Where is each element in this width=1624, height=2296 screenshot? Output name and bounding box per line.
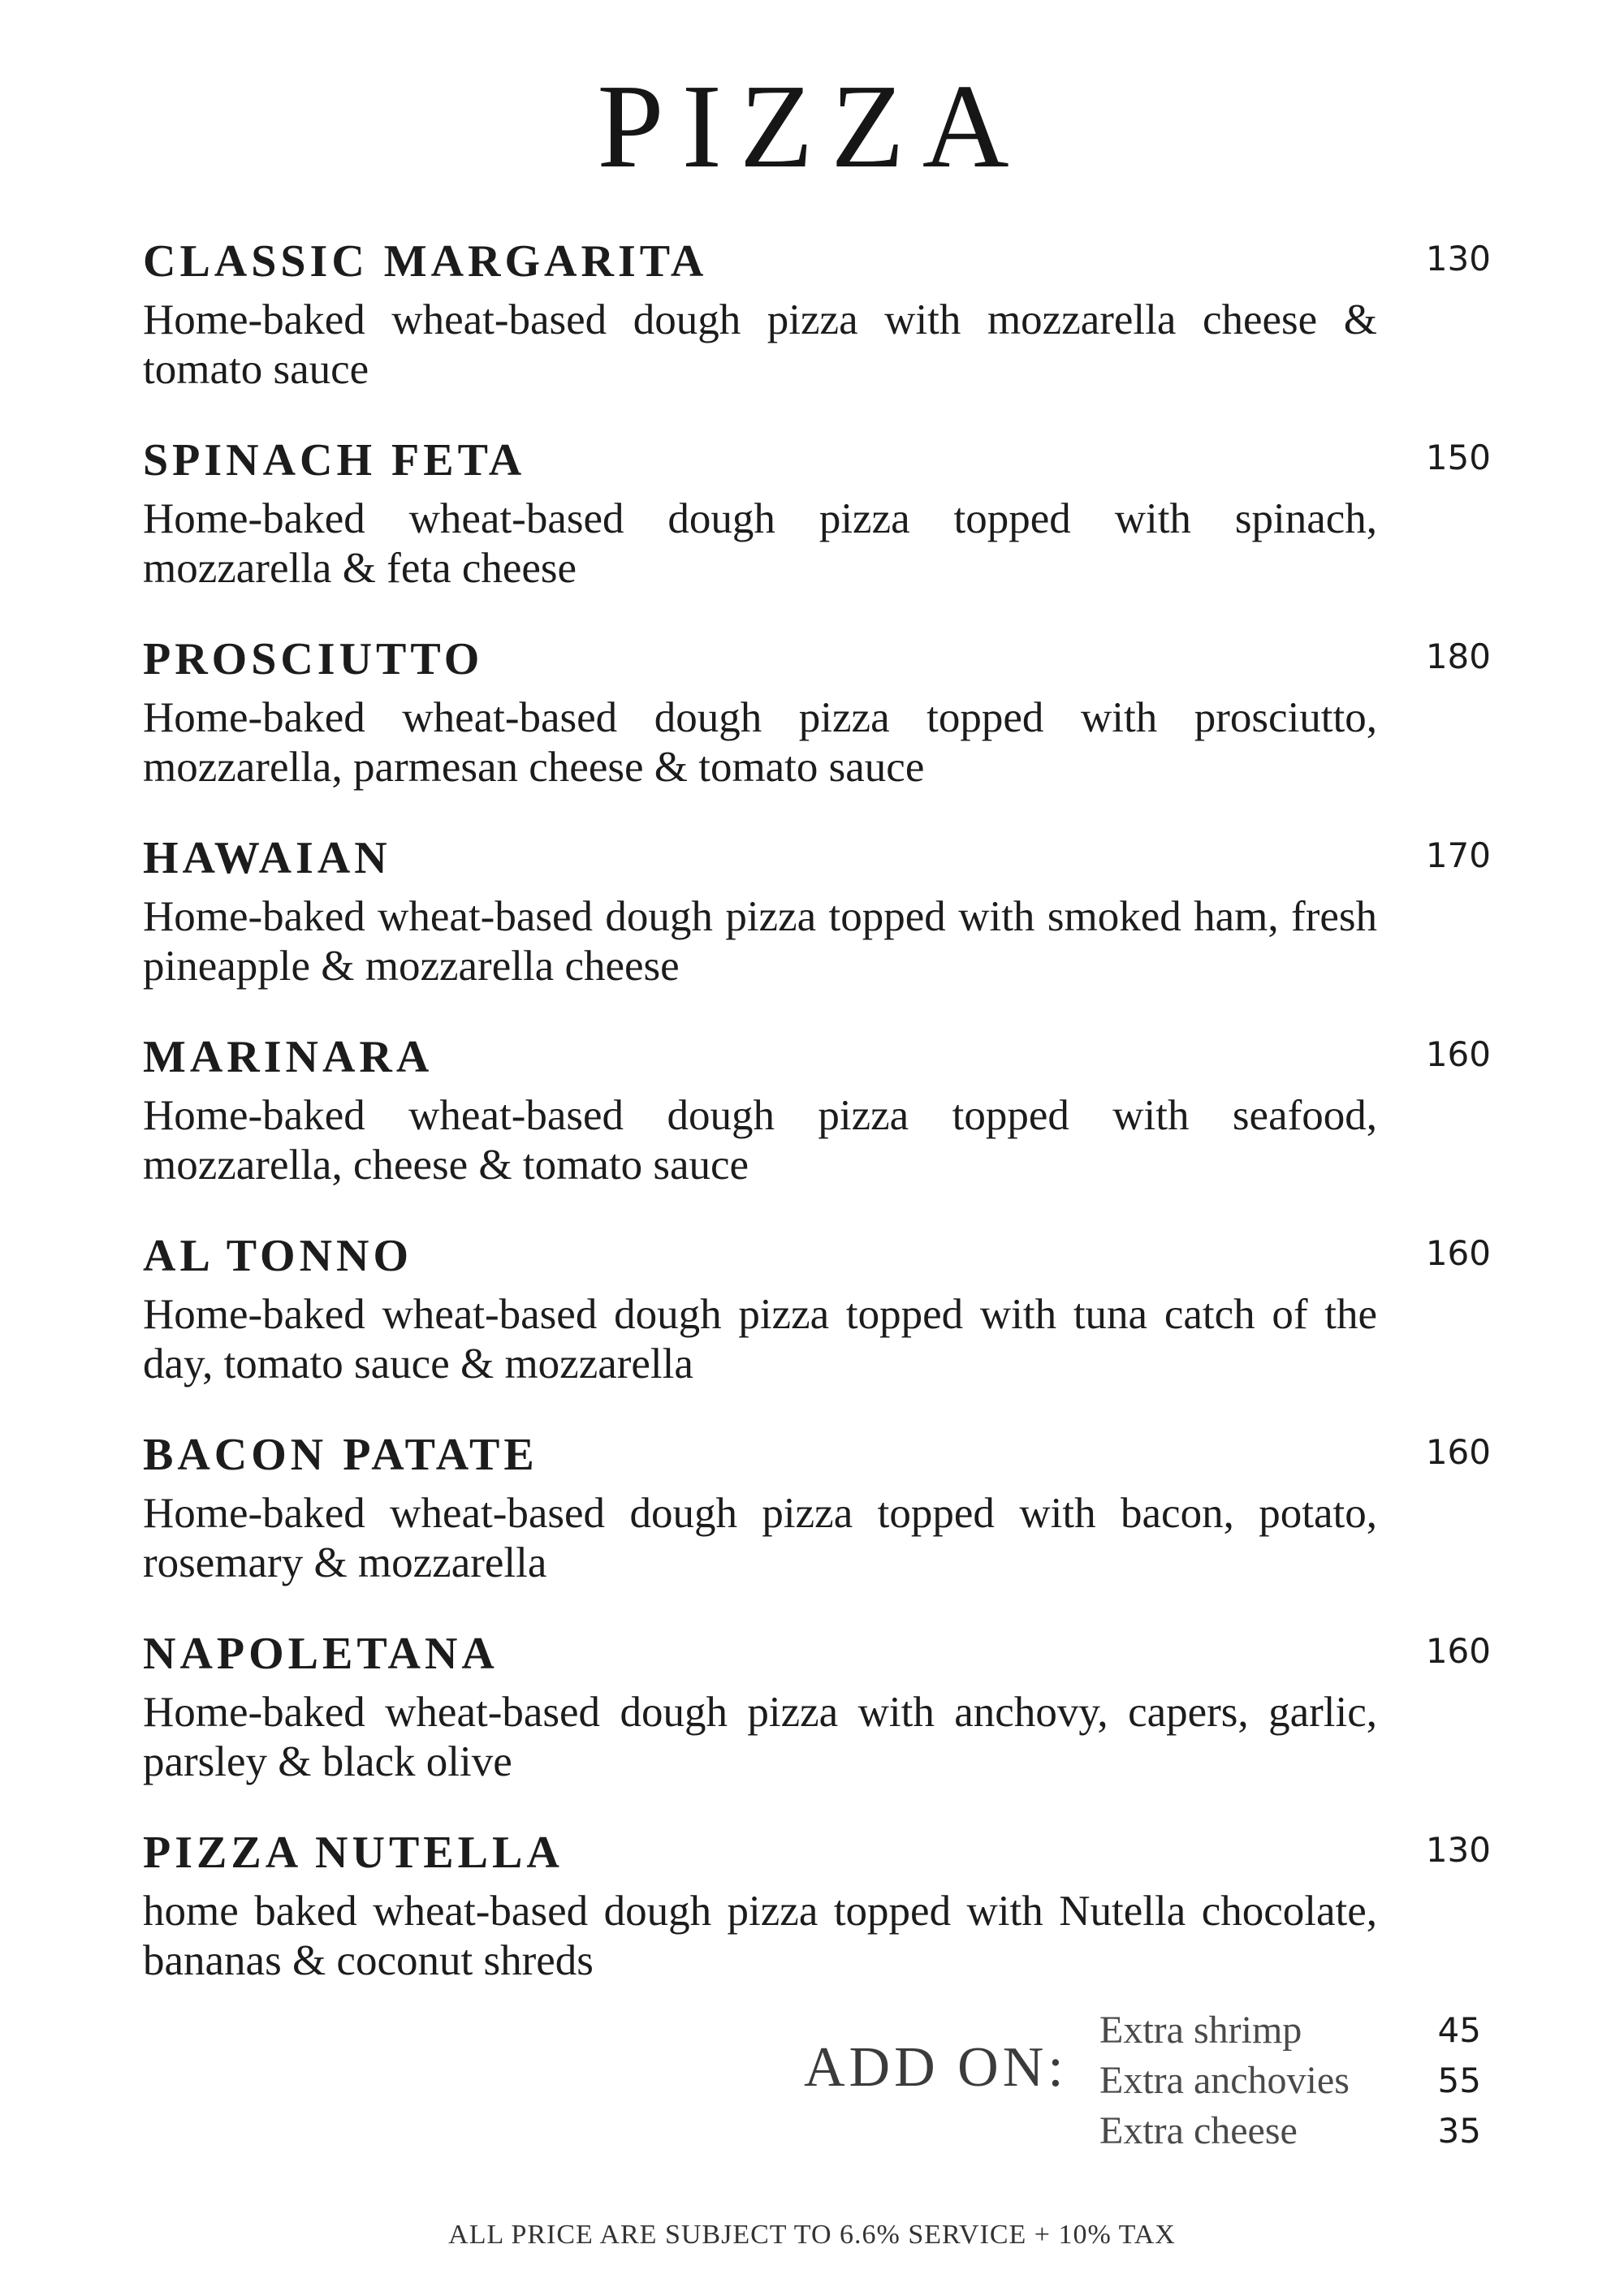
menu-item-description: Home-baked wheat-based dough pizza with anchovy, capers, garlic, parsley & black olive: [143, 1689, 1377, 1785]
menu-item-description: Home-baked wheat-based dough pizza with mozzarella cheese & tomato sauce: [143, 296, 1377, 393]
add-on-item: [1099, 2056, 1481, 2106]
menu-item-name: HAWAIAN: [143, 833, 391, 883]
menu-item-price: 130: [1425, 239, 1491, 278]
menu-item-name: BACON PATATE: [143, 1430, 538, 1480]
menu-item-price: 160: [1425, 1432, 1491, 1472]
menu-item-description: Home-baked wheat-based dough pizza topped with seafood, mozzarella, cheese & tomato sauce: [143, 1092, 1377, 1189]
add-on-name: Extra shrimp: [1099, 2009, 1302, 2052]
menu-item-name: PROSCIUTTO: [143, 634, 484, 684]
menu-item-spinach-feta: [143, 433, 1491, 632]
menu-item-name: SPINACH FETA: [143, 435, 526, 486]
menu-item-description: Home-baked wheat-based dough pizza topped with bacon, potato, rosemary & mozzarella: [143, 1490, 1377, 1586]
menu-item-name: PIZZA NUTELLA: [143, 1828, 564, 1878]
add-on-item: [1099, 2106, 1481, 2156]
menu-item-classic-margarita: [143, 234, 1491, 433]
add-on-heading: ADD ON:: [804, 2036, 1068, 2099]
menu-item-name: AL TONNO: [143, 1231, 413, 1281]
menu-item-bacon-patate: [143, 1427, 1491, 1626]
menu-item-name: NAPOLETANA: [143, 1629, 499, 1679]
add-on-item: [1099, 2005, 1481, 2056]
menu-item-description: Home-baked wheat-based dough pizza topped with prosciutto, mozzarella, parmesan cheese & tomato sauce: [143, 694, 1377, 791]
pizza-menu-list: [143, 234, 1491, 2024]
menu-item-al-tonno: [143, 1228, 1491, 1427]
page-title: PIZZA: [597, 60, 1027, 193]
menu-item-name: CLASSIC MARGARITA: [143, 236, 708, 287]
menu-item-napoletana: [143, 1626, 1491, 1825]
add-on-name: Extra anchovies: [1099, 2059, 1350, 2102]
menu-item-description: home baked wheat-based dough pizza topped with Nutella chocolate, bananas & coconut shreds: [143, 1888, 1377, 1984]
menu-item-price: 170: [1425, 835, 1491, 875]
add-on-price: 35: [1437, 2111, 1481, 2151]
add-on-list: [1099, 2005, 1481, 2156]
menu-item-description: Home-baked wheat-based dough pizza topped with smoked ham, fresh pineapple & mozzarella cheese: [143, 893, 1377, 990]
menu-item-price: 130: [1425, 1830, 1491, 1870]
add-on-price: 55: [1437, 2061, 1481, 2100]
menu-item-price: 160: [1425, 1233, 1491, 1273]
menu-item-description: Home-baked wheat-based dough pizza topped with tuna catch of the day, tomato sauce & mozzarella: [143, 1291, 1377, 1388]
menu-item-price: 160: [1425, 1034, 1491, 1074]
add-on-name: Extra cheese: [1099, 2109, 1298, 2152]
footer-note: ALL PRICE ARE SUBJECT TO 6.6% SERVICE + 10% TAX: [448, 2220, 1176, 2250]
menu-item-price: 160: [1425, 1631, 1491, 1671]
add-on-price: 45: [1437, 2010, 1481, 2050]
menu-item-pizza-nutella: [143, 1825, 1491, 2024]
menu-item-price: 180: [1425, 637, 1491, 676]
menu-item-prosciutto: [143, 632, 1491, 831]
menu-item-price: 150: [1425, 438, 1491, 477]
menu-item-hawaian: [143, 831, 1491, 1029]
menu-item-description: Home-baked wheat-based dough pizza topped with spinach, mozzarella & feta cheese: [143, 495, 1377, 592]
menu-item-marinara: [143, 1029, 1491, 1228]
menu-item-name: MARINARA: [143, 1032, 434, 1082]
